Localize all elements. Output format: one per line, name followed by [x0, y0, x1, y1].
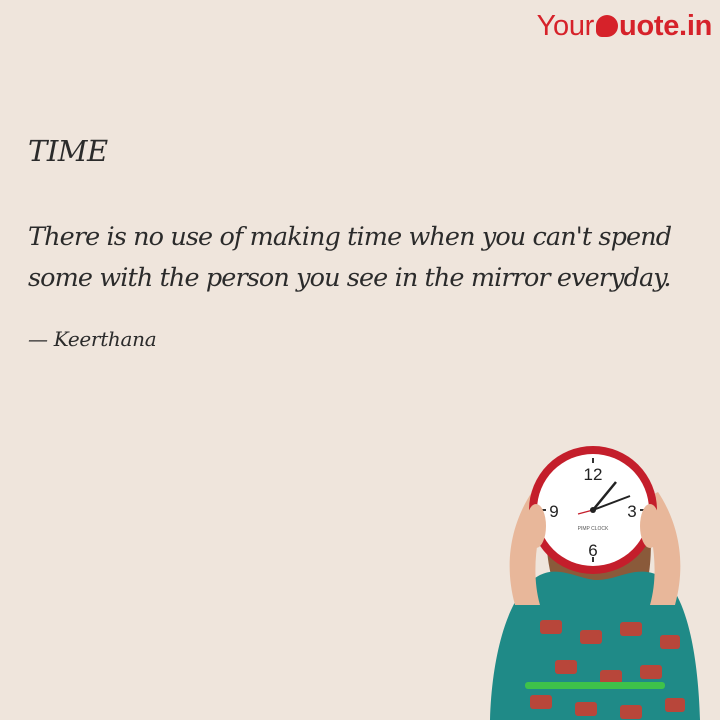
- woman-with-clock-photo: [470, 430, 720, 720]
- clock-number-3: 3: [627, 502, 637, 521]
- logo-text-quote: uote.in: [619, 10, 712, 42]
- clock-number-12: 12: [583, 465, 603, 484]
- left-hand: [526, 504, 546, 548]
- logo-text-your: Your: [536, 10, 595, 42]
- quote-title: TIME: [28, 134, 108, 168]
- right-hand: [640, 504, 660, 548]
- quote-bubble-icon: [596, 15, 618, 37]
- green-belt: [525, 682, 665, 689]
- yourquote-logo: [537, 10, 712, 43]
- quote-line: some with the person you see in the mirror everyday.: [28, 263, 671, 293]
- clock-center: [590, 507, 596, 513]
- quote-text: [28, 217, 708, 299]
- clock-number-6: 6: [588, 541, 598, 560]
- quote-author: — Keerthana: [28, 327, 157, 351]
- quote-line: There is no use of making time when you can't spend: [28, 222, 672, 252]
- clock-number-9: 9: [549, 502, 559, 521]
- clock-brand: PIMP CLOCK: [577, 526, 609, 532]
